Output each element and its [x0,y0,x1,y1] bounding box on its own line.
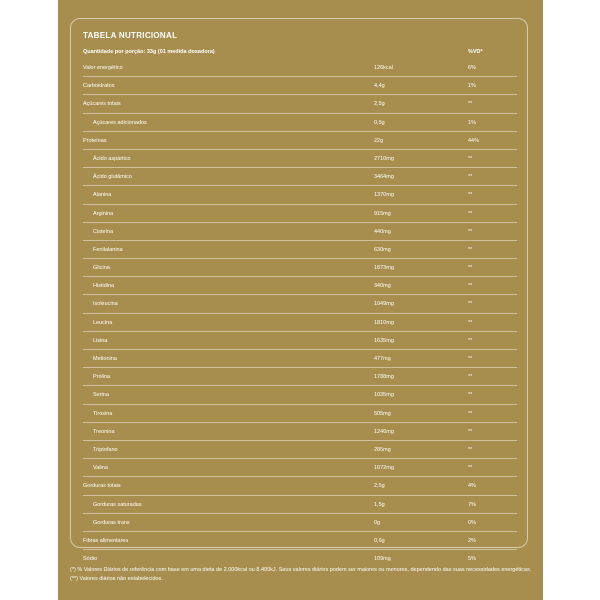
nutrient-amount: 1035mg [374,392,394,399]
nutrient-amount: 285mg [374,446,391,453]
table-row [83,550,517,567]
nutrition-rows [83,59,517,567]
nutrient-amount: 2710mg [374,155,394,162]
nutrient-amount: 1370mg [374,192,394,199]
table-row [83,150,517,168]
table-row [83,132,517,150]
nutrient-name: Lisina [93,337,108,344]
nutrition-panel [58,0,543,600]
nutrient-amount: 630mg [374,246,391,253]
nutrient-amount: 1,5g [374,501,385,508]
table-footnote: (*) % Valores Diários de referência com base em uma dieta de 2.000kcal ou 8.400kJ. Seus valores diários podem ser maiores ou menores, dependendo das suas necessidades energéticas. (**) Valores diários não estabelecidos. [70,567,532,582]
nutrient-dv: ** [468,155,473,162]
nutrient-amount: 477mg [374,356,391,362]
nutrient-name: Isoleucina [93,301,118,308]
nutrient-dv: ** [468,192,473,199]
table-row [83,77,517,95]
nutrient-amount: 3464mg [374,174,394,181]
table-row [83,259,517,277]
nutrient-name: Sódio [83,556,98,563]
nutrient-name: Gorduras saturadas [93,501,142,508]
nutrient-dv: ** [468,374,473,381]
table-row [83,186,517,204]
table-row [83,314,517,332]
nutrient-amount: 4,4g [374,83,385,90]
nutrient-dv: ** [468,210,473,217]
table-row [83,241,517,259]
table-row [83,295,517,313]
nutrient-name: Leucina [93,319,113,326]
nutrient-amount: 440mg [374,228,391,235]
nutrient-dv: ** [468,228,473,235]
table-row [83,514,517,532]
nutrient-dv: ** [468,101,473,108]
nutrient-dv: ** [468,319,473,326]
nutrient-amount: 915mg [374,210,391,217]
nutrient-amount: 1635mg [374,337,394,344]
nutrient-dv: ** [468,410,473,417]
nutrient-name: Metionina [93,356,117,362]
nutrient-dv: 1% [468,119,476,126]
nutrient-dv: ** [468,246,473,253]
nutrient-amount: 1873mg [374,265,394,272]
nutrient-name: Fibras alimentares [83,537,129,544]
nutrient-amount: 2,5g [374,483,385,490]
nutrient-name: Valina [93,465,108,472]
table-row [83,277,517,295]
nutrient-name: Histidina [93,283,115,290]
nutrient-name: Arginina [93,210,114,217]
nutrient-amount: 1072mg [374,465,394,472]
table-row [83,423,517,441]
nutrient-dv: 5% [468,556,476,563]
table-row [83,477,517,495]
nutrient-dv: 6% [468,65,476,71]
nutrient-amount: 1788mg [374,374,394,381]
nutrient-dv: ** [468,283,473,290]
nutrient-amount: 109mg [374,556,391,563]
nutrient-dv: ** [468,265,473,272]
nutrient-name: Triptofano [93,446,118,453]
table-row [83,168,517,186]
nutrient-amount: 22g [374,137,384,144]
table-row [83,350,517,368]
table-row [83,205,517,223]
nutrient-dv: ** [468,337,473,344]
table-title: TABELA NUTRICIONAL [83,31,178,40]
table-row [83,405,517,423]
nutrient-amount: 505mg [374,410,391,417]
nutrient-dv: ** [468,428,473,435]
nutrient-dv: 0% [468,519,476,526]
nutrient-amount: 0,6g [374,537,385,544]
table-row [83,223,517,241]
nutrient-dv: 2% [468,537,476,544]
nutrient-dv: ** [468,465,473,472]
nutrient-dv: 4% [468,483,476,490]
nutrient-dv: ** [468,446,473,453]
table-row [83,332,517,350]
nutrient-dv: 1% [468,83,476,90]
portion-label: Quantidade por porção: 33g (01 medida dosadora) [83,49,215,55]
nutrient-name: Prolina [93,374,111,381]
table-row [83,459,517,477]
nutrient-dv: ** [468,356,473,362]
table-row [83,368,517,386]
nutrient-name: Gorduras trans [93,519,130,526]
nutrient-name: Cisteína [93,228,114,235]
nutrient-name: Tirosina [93,410,113,417]
nutrient-amount: 340mg [374,283,391,290]
nutrient-amount: 0g [374,519,381,526]
dv-header: %VD* [468,49,483,55]
nutrition-table-card [70,18,528,563]
table-row [83,386,517,404]
nutrient-name: Açúcares totais [83,101,121,108]
nutrient-name: Ácido glutâmico [93,174,132,181]
table-row [83,114,517,132]
table-row [83,95,517,113]
nutrient-name: Ácido aspártico [93,155,131,162]
nutrient-amount: 2,5g [374,101,385,108]
nutrient-name: Serina [93,392,109,399]
nutrient-name: Fenilalanina [93,246,123,253]
nutrient-amount: 0,5g [374,119,385,126]
nutrient-name: Proteínas [83,137,107,144]
table-row [83,441,517,459]
nutrient-amount: 126kcal [374,65,393,71]
nutrient-dv: 7% [468,501,476,508]
nutrient-amount: 1049mg [374,301,394,308]
nutrient-name: Açúcares adicionados [93,119,147,126]
nutrient-name: Valor energético [83,65,123,71]
nutrient-amount: 1810mg [374,319,394,326]
table-row [83,496,517,514]
nutrient-dv: ** [468,174,473,181]
nutrient-name: Alanina [93,192,112,199]
nutrient-amount: 1246mg [374,428,394,435]
nutrient-dv: ** [468,301,473,308]
nutrient-name: Treonina [93,428,115,435]
table-row [83,532,517,550]
nutrient-name: Glicina [93,265,110,272]
nutrient-name: Carboidratos [83,83,115,90]
nutrient-dv: 44% [468,137,480,144]
nutrient-dv: ** [468,392,473,399]
nutrient-name: Gorduras totais [83,483,121,490]
table-row [83,59,517,77]
